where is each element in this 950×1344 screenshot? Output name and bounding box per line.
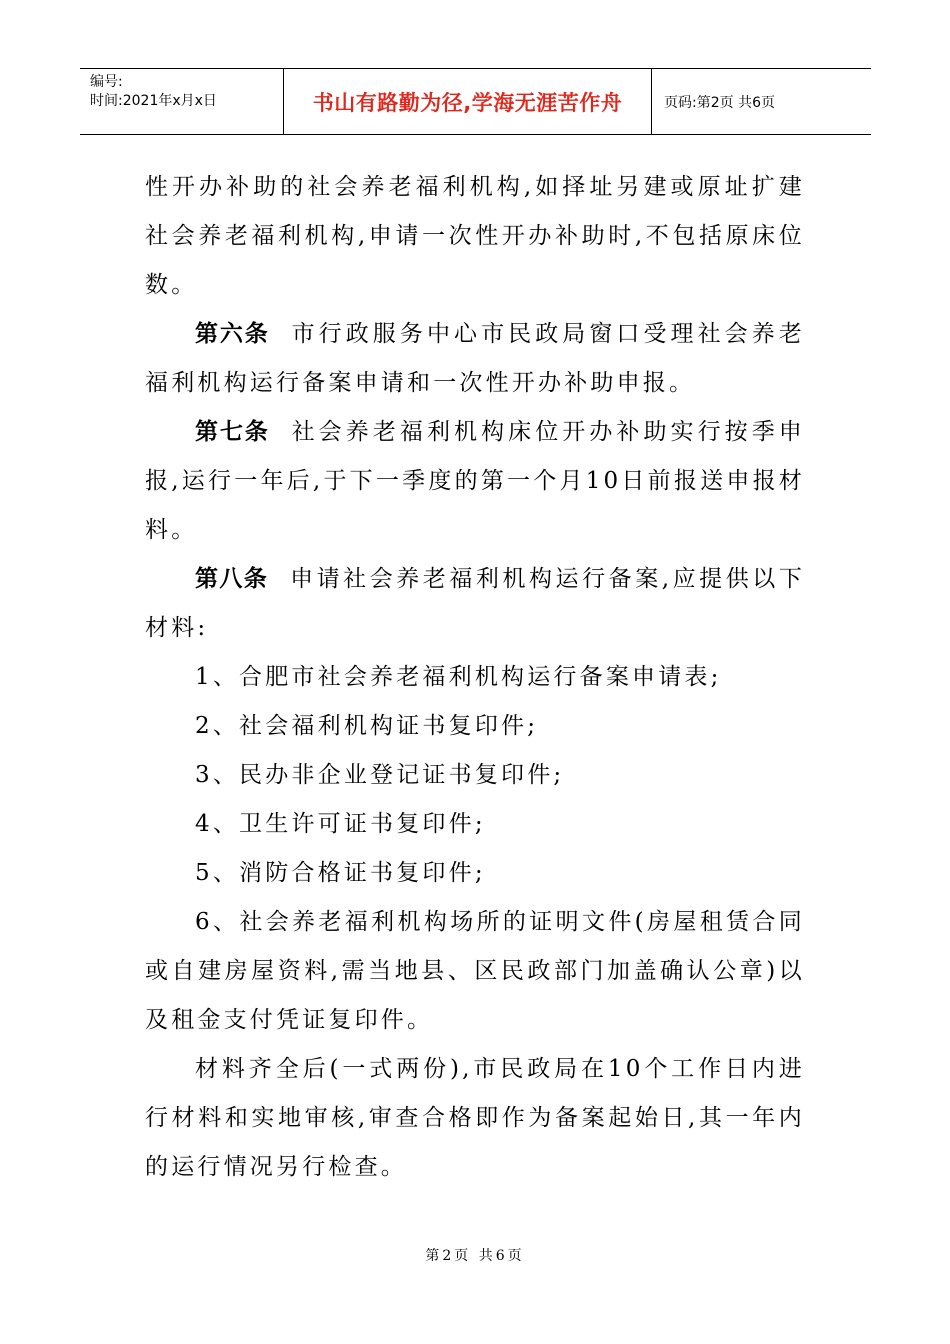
header-motto: 书山有路勤为径,学海无涯苦作舟: [284, 69, 652, 134]
list-item: [145, 849, 805, 898]
page-header: [80, 68, 871, 135]
paragraph-article-6: [145, 310, 805, 408]
list-item-text: 2、社会福利机构证书复印件;: [195, 713, 539, 739]
page-footer: 第2页 共6页: [425, 1248, 525, 1264]
paragraph-text: 申请社会养老福利机构运行备案,应提供以下材料:: [145, 566, 806, 641]
paragraph-article-8: [145, 555, 805, 653]
list-item-text: 4、卫生许可证书复印件;: [195, 811, 486, 837]
article-heading: 第七条: [195, 419, 270, 445]
paragraph-text: 性开办补助的社会养老福利机构,如择址另建或原址扩建社会养老福利机构,申请一次性开办补助时,不包括原床位数。: [145, 174, 805, 298]
header-page-info: 页码:第2页 共6页: [664, 94, 775, 111]
article-heading: 第八条: [195, 566, 269, 592]
list-item-text: 1、合肥市社会养老福利机构运行备案申请表;: [195, 664, 722, 690]
list-item: [145, 702, 805, 751]
list-item-text: 3、民办非企业登记证书复印件;: [195, 762, 565, 788]
document-number-label: 编号:: [90, 74, 123, 90]
list-item-text: 5、消防合格证书复印件;: [195, 860, 486, 886]
paragraph-text: 市行政服务中心市民政局窗口受理社会养老福利机构运行备案申请和一次性开办补助申报。: [145, 321, 805, 396]
document-time-label: 时间:2021年x月x日: [90, 93, 217, 109]
header-meta: [80, 69, 284, 134]
list-item: [145, 898, 805, 1045]
list-item: [145, 800, 805, 849]
paragraph-closing: [145, 1045, 805, 1192]
paragraph-text: 材料齐全后(一式两份),市民政局在10个工作日内进行材料和实地审核,审查合格即作为备案起始日,其一年内的运行情况另行检查。: [145, 1056, 805, 1180]
paragraph-0: [145, 163, 805, 310]
paragraph-text: 社会养老福利机构床位开办补助实行按季申报,运行一年后,于下一季度的第一个月10日前报送申报材料。: [145, 419, 805, 543]
list-item: [145, 653, 805, 702]
list-item-text: 6、社会养老福利机构场所的证明文件(房屋租赁合同或自建房屋资料,需当地县、区民政部门加盖确认公章)以及租金支付凭证复印件。: [145, 909, 805, 1033]
list-item: [145, 751, 805, 800]
document-body: [145, 163, 805, 1192]
article-heading: 第六条: [195, 321, 270, 347]
paragraph-article-7: [145, 408, 805, 555]
